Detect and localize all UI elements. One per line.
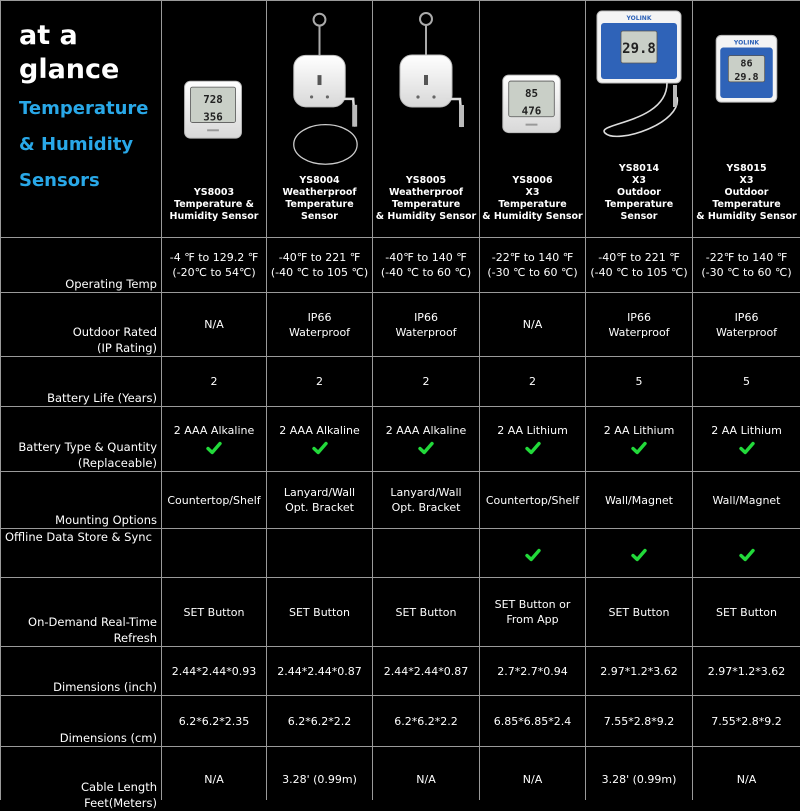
product-name-line: Sensor: [620, 211, 658, 222]
table-cell: [267, 747, 372, 811]
cell-value: Waterproof: [288, 325, 351, 339]
sensor-device-icon: [163, 1, 265, 187]
cell-value: 6.2*6.2*2.2: [394, 714, 458, 728]
product-name: [482, 175, 582, 223]
cell-value: Countertop/Shelf: [167, 493, 261, 507]
product-name-line: Humidity Sensor: [169, 211, 259, 222]
subtitle-line: & Humidity: [19, 134, 134, 155]
cell-value: 2: [316, 375, 323, 388]
cell-value: IP66: [307, 310, 332, 324]
cell-value: -22℉ to 140 ℉: [491, 251, 574, 264]
table-cell: [586, 472, 692, 528]
sensor-device-icon: [694, 0, 799, 163]
product-name-line: & Humidity Sensor: [375, 211, 477, 222]
cell-value: (-40 ℃ to 105 ℃): [590, 266, 688, 279]
cell-value: 5: [635, 375, 643, 388]
product-name-line: X3: [739, 175, 754, 186]
row-label-line: Battery Life (Years): [47, 391, 157, 405]
table-cell: [373, 293, 479, 356]
cell-value: 6.2*6.2*2.35: [178, 714, 250, 728]
table-cell: [373, 696, 479, 746]
cell-value: -40℉ to 140 ℉: [385, 251, 467, 264]
table-cell: [162, 578, 266, 646]
cell-value: 2.44*2.44*0.87: [383, 664, 469, 678]
table-cell: [267, 529, 372, 577]
cell-value: N/A: [204, 772, 224, 786]
cell-value: N/A: [204, 318, 224, 331]
product-image: [268, 1, 371, 175]
table-cell: [480, 696, 585, 746]
table-cell: [480, 472, 585, 528]
table-cell: [267, 293, 372, 356]
product-name-line: Weatherproof: [282, 187, 357, 198]
table-cell: [480, 529, 585, 577]
cell-value: From App: [506, 613, 559, 626]
row-label: [1, 293, 161, 356]
table-cell: [586, 647, 692, 695]
checkmark-icon: [525, 441, 541, 455]
row-label-line: Mounting Options: [55, 513, 157, 527]
row-label-line: Outdoor Rated: [72, 325, 157, 339]
table-cell: [480, 578, 585, 646]
product-name-line: & Humidity Sensor: [696, 211, 797, 222]
table-cell: [693, 407, 800, 471]
cell-value: 2.44*2.44*0.93: [171, 664, 257, 678]
cell-value: Waterproof: [608, 325, 670, 339]
cell-value: -4 ℉ to 129.2 ℉: [169, 251, 259, 264]
sensor-device-icon: [481, 1, 584, 175]
subtitle-line: Sensors: [19, 170, 100, 191]
product-name: [694, 163, 799, 223]
product-header-ys8005: [373, 1, 479, 237]
subtitle-line: Temperature: [19, 98, 149, 119]
lcd-readout: 86: [740, 59, 753, 71]
table-cell: [373, 529, 479, 577]
checkmark-icon: [631, 441, 647, 455]
table-cell: [480, 747, 585, 811]
cell-value: 5: [743, 375, 750, 388]
table-cell: [480, 238, 585, 292]
product-name: [587, 163, 691, 223]
table-cell: [586, 529, 692, 577]
cell-value: Wall/Magnet: [712, 493, 781, 507]
cell-value: Opt. Bracket: [391, 501, 461, 514]
row-label-line: Dimensions (cm): [59, 731, 157, 745]
product-name-line: YS8014: [618, 163, 660, 174]
table-cell: [480, 407, 585, 471]
table-cell: [480, 357, 585, 406]
brand-logo: YOLINK: [733, 39, 760, 47]
table-cell: [586, 578, 692, 646]
table-cell: [480, 293, 585, 356]
cell-value: 2 AA Lithium: [497, 424, 568, 437]
table-cell: [480, 647, 585, 695]
checkmark-icon: [739, 441, 755, 455]
table-cell: [162, 407, 266, 471]
product-name-line: YS8004: [299, 175, 340, 186]
row-label: [1, 472, 161, 528]
table-cell: [162, 696, 266, 746]
cell-value: 7.55*2.8*9.2: [711, 714, 782, 728]
cell-value: Lanyard/Wall: [283, 486, 356, 499]
table-cell: [267, 238, 372, 292]
lcd-readout: 728: [203, 92, 223, 106]
cell-value: (-40 ℃ to 60 ℃): [380, 266, 472, 279]
cell-value: 2 AAA Alkaline: [385, 424, 467, 437]
cell-value: -40℉ to 221 ℉: [598, 251, 680, 264]
cell-value: IP66: [414, 310, 438, 324]
table-cell: [586, 357, 692, 406]
row-label: [1, 529, 161, 577]
product-name-line: YS8005: [405, 175, 447, 186]
page-title: glance: [19, 54, 120, 85]
table-cell: [162, 472, 266, 528]
row-label-line: On-Demand Real-Time: [28, 615, 157, 629]
row-label-line: Feet(Meters): [84, 796, 157, 810]
table-cell: [693, 472, 800, 528]
product-name-line: Outdoor Temperature: [712, 187, 781, 210]
table-cell: [693, 696, 800, 746]
cell-value: 2 AA Lithium: [603, 424, 675, 437]
product-image: [374, 1, 478, 175]
row-label: [1, 747, 161, 811]
table-cell: [267, 357, 372, 406]
product-name-line: Temperature Sensor: [285, 199, 354, 222]
cell-value: SET Button: [289, 605, 350, 619]
title-block: [1, 1, 161, 237]
cell-value: 2.7*2.7*0.94: [497, 664, 568, 678]
cell-value: Waterproof: [395, 325, 457, 339]
sensor-device-icon: [374, 1, 478, 175]
table-cell: [693, 647, 800, 695]
product-header-ys8015: [693, 1, 800, 237]
table-cell: [586, 747, 692, 811]
product-name: [376, 175, 476, 223]
checkmark-icon: [739, 548, 755, 562]
cell-value: SET Button: [183, 605, 245, 619]
cell-value: 6.2*6.2*2.2: [287, 714, 352, 728]
table-cell: [373, 472, 479, 528]
cell-value: 2.97*1.2*3.62: [707, 664, 786, 678]
table-cell: [373, 407, 479, 471]
table-cell: [373, 238, 479, 292]
cell-value: IP66: [627, 310, 651, 324]
cell-value: 2 AAA Alkaline: [279, 424, 360, 437]
checkmark-icon: [206, 441, 222, 455]
lcd-readout: 29.8: [622, 41, 656, 57]
table-cell: [267, 696, 372, 746]
product-name-line: YS8006: [512, 175, 553, 186]
cell-value: N/A: [522, 318, 543, 331]
cell-value: Waterproof: [715, 325, 778, 339]
row-label: [1, 647, 161, 695]
product-name-line: X3: [525, 187, 540, 198]
row-label-line: Operating Temp: [65, 277, 157, 291]
row-label: [1, 238, 161, 292]
checkmark-icon: [312, 441, 328, 455]
cell-value: IP66: [734, 310, 759, 324]
row-label: [1, 578, 161, 646]
table-cell: [162, 647, 266, 695]
product-name-line: YS8003: [193, 187, 235, 198]
product-name-line: Weatherproof: [388, 187, 464, 198]
row-label-line: (Replaceable): [77, 456, 157, 470]
product-image: [481, 1, 584, 175]
product-header-ys8003: [162, 1, 266, 237]
table-cell: [693, 238, 800, 292]
cell-value: SET Button or: [494, 598, 571, 611]
table-cell: [267, 578, 372, 646]
row-label: [1, 357, 161, 406]
cell-value: Wall/Magnet: [605, 493, 673, 507]
table-cell: [162, 357, 266, 406]
table-cell: [586, 407, 692, 471]
table-cell: [162, 747, 266, 811]
lcd-readout: 29.8: [734, 72, 759, 84]
page-subtitle: [19, 91, 148, 199]
cell-value: 3.28' (0.99m): [601, 772, 677, 786]
page-title: at a: [19, 20, 78, 51]
row-label: [1, 696, 161, 746]
product-image: [587, 0, 691, 163]
cell-value: N/A: [416, 772, 436, 786]
row-label-line: Cable Length: [81, 780, 157, 794]
product-header-ys8014: [586, 1, 692, 237]
table-cell: [586, 696, 692, 746]
product-name: [268, 175, 371, 223]
product-name-line: X3: [632, 175, 646, 186]
row-label-line: Offline Data Store & Sync: [5, 530, 152, 544]
lcd-readout: 85: [524, 86, 539, 100]
product-image: [694, 0, 799, 163]
cell-value: 7.55*2.8*9.2: [603, 714, 675, 728]
cell-value: N/A: [522, 772, 543, 786]
product-name: [170, 187, 259, 223]
table-cell: [693, 747, 800, 811]
table-cell: [267, 647, 372, 695]
table-cell: [693, 357, 800, 406]
row-label: [1, 407, 161, 471]
table-cell: [162, 238, 266, 292]
sensor-device-icon: [268, 1, 371, 175]
table-cell: [162, 293, 266, 356]
cell-value: 6.85*6.85*2.4: [493, 714, 572, 728]
table-cell: [373, 747, 479, 811]
row-label-line: (IP Rating): [96, 341, 157, 355]
table-cell: [693, 578, 800, 646]
table-cell: [267, 407, 372, 471]
checkmark-icon: [525, 548, 541, 562]
table-cell: [586, 293, 692, 356]
product-name-line: Temperature &: [174, 199, 254, 210]
product-name-line: Outdoor Temperature: [604, 187, 674, 210]
table-cell: [373, 357, 479, 406]
cell-value: N/A: [736, 772, 757, 786]
cell-value: 2 AA Lithium: [711, 424, 782, 437]
product-name-line: Temperature: [391, 199, 461, 210]
row-label-line: Refresh: [113, 631, 157, 645]
cell-value: 2: [529, 375, 536, 388]
cell-value: 2.44*2.44*0.87: [277, 664, 362, 678]
cell-value: Opt. Bracket: [285, 501, 354, 514]
checkmark-icon: [631, 548, 647, 562]
product-header-ys8004: [267, 1, 372, 237]
product-image: [163, 1, 265, 187]
product-name-line: Temperature: [498, 199, 567, 210]
cell-value: (-20℃ to 54℃): [172, 266, 256, 279]
cell-value: -22℉ to 140 ℉: [705, 251, 788, 264]
table-cell: [373, 647, 479, 695]
cell-value: Countertop/Shelf: [485, 493, 580, 507]
row-label-line: Battery Type & Quantity: [18, 440, 157, 454]
table-cell: [162, 529, 266, 577]
lcd-readout: 356: [203, 110, 223, 124]
cell-value: 2: [210, 375, 218, 388]
cell-value: SET Button: [395, 605, 457, 619]
sensor-device-icon: [587, 0, 691, 163]
product-header-ys8006: [480, 1, 585, 237]
cell-value: (-40 ℃ to 105 ℃): [270, 266, 369, 279]
cell-value: Lanyard/Wall: [390, 486, 462, 499]
cell-value: SET Button: [608, 605, 670, 619]
row-label-line: Dimensions (inch): [53, 680, 157, 694]
cell-value: -40℉ to 221 ℉: [278, 251, 361, 264]
checkmark-icon: [418, 441, 434, 455]
cell-value: (-30 ℃ to 60 ℃): [487, 266, 578, 279]
table-cell: [693, 529, 800, 577]
table-cell: [586, 238, 692, 292]
table-cell: [693, 293, 800, 356]
cell-value: 3.28' (0.99m): [282, 772, 357, 786]
cell-value: 2 AAA Alkaline: [173, 424, 255, 437]
product-name-line: YS8015: [726, 163, 767, 174]
cell-value: 2.97*1.2*3.62: [600, 664, 678, 678]
product-name-line: & Humidity Sensor: [482, 211, 583, 222]
cell-value: SET Button: [716, 605, 777, 619]
lcd-readout: 476: [521, 104, 542, 118]
brand-logo: YOLINK: [626, 15, 652, 22]
table-cell: [267, 472, 372, 528]
table-cell: [373, 578, 479, 646]
cell-value: 2: [422, 375, 430, 388]
cell-value: (-30 ℃ to 60 ℃): [701, 266, 792, 279]
